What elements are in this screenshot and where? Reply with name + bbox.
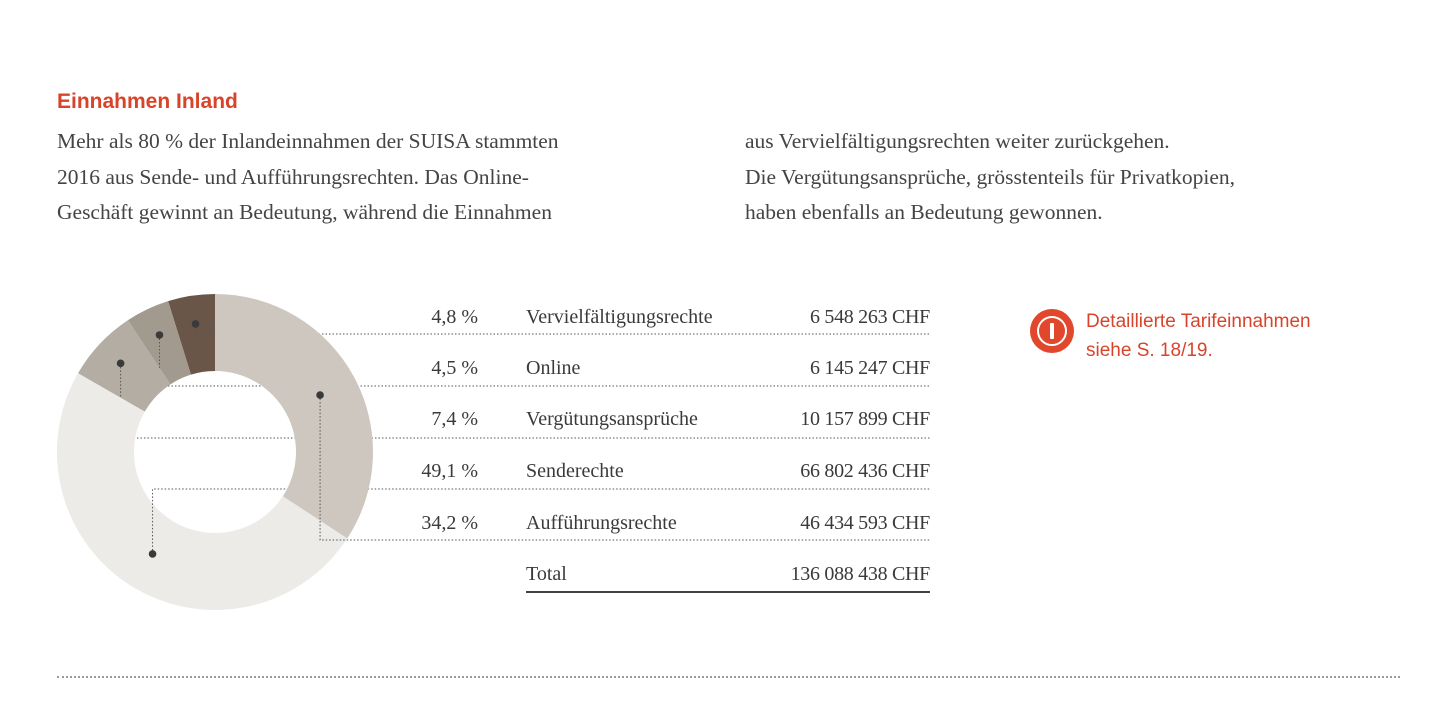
percent-label: 34,2 % [421, 512, 478, 534]
intro-line: Mehr als 80 % der Inlandeinnahmen der SUISA stammten [57, 129, 559, 153]
percent-label: 4,8 % [431, 306, 478, 328]
intro-line: Geschäft gewinnt an Bedeutung, während die Einnahmen [57, 200, 552, 224]
intro-line: Die Vergütungsansprüche, grösstenteils für Privatkopien, [745, 164, 1236, 189]
legend-row-auffuehrung [0, 512, 940, 540]
tariff-note [1086, 307, 1311, 365]
intro-line: aus Vervielfältigungsrechten weiter zurückgehen. [745, 129, 1170, 153]
amount-label: 46 434 593 CHF [800, 512, 930, 534]
category-label: Aufführungsrechte [526, 512, 677, 534]
category-label: Online [526, 357, 581, 379]
category-label: Senderechte [526, 460, 624, 482]
percent-label: 49,1 % [421, 460, 478, 482]
amount-label: 6 548 263 CHF [809, 306, 930, 328]
note-line: siehe S. 18/19. [1086, 340, 1213, 361]
legend-row-verguetung [0, 408, 940, 436]
info-icon-bar [1050, 323, 1054, 339]
intro-line: haben ebenfalls an Bedeutung gewonnen. [745, 200, 1103, 224]
total-label: Total [526, 563, 567, 585]
footer-divider [57, 676, 1400, 678]
heading-text: Einnahmen Inland [57, 90, 238, 113]
legend-row-senderechte [0, 460, 940, 488]
legend-row-total [0, 563, 940, 591]
legend-row-vervielfaeltigung [0, 306, 940, 334]
percent-label: 7,4 % [431, 408, 478, 430]
category-label: Vervielfältigungsrechte [526, 306, 713, 328]
slice-marker [316, 391, 324, 399]
total-amount: 136 088 438 CHF [790, 563, 930, 585]
slice-marker [149, 550, 157, 558]
legend-row-online [0, 357, 940, 385]
amount-label: 6 145 247 CHF [809, 357, 930, 379]
percent-label: 4,5 % [431, 357, 478, 379]
info-icon [1030, 309, 1074, 353]
amount-label: 10 157 899 CHF [800, 408, 930, 430]
intro-line: 2016 aus Sende- und Aufführungsrechten. Das Online- [57, 164, 529, 189]
category-label: Vergütungsansprüche [526, 408, 698, 430]
note-line: Detaillierte Tarifeinnahmen [1086, 311, 1311, 332]
total-underline [526, 591, 930, 593]
amount-label: 66 802 436 CHF [800, 460, 930, 482]
